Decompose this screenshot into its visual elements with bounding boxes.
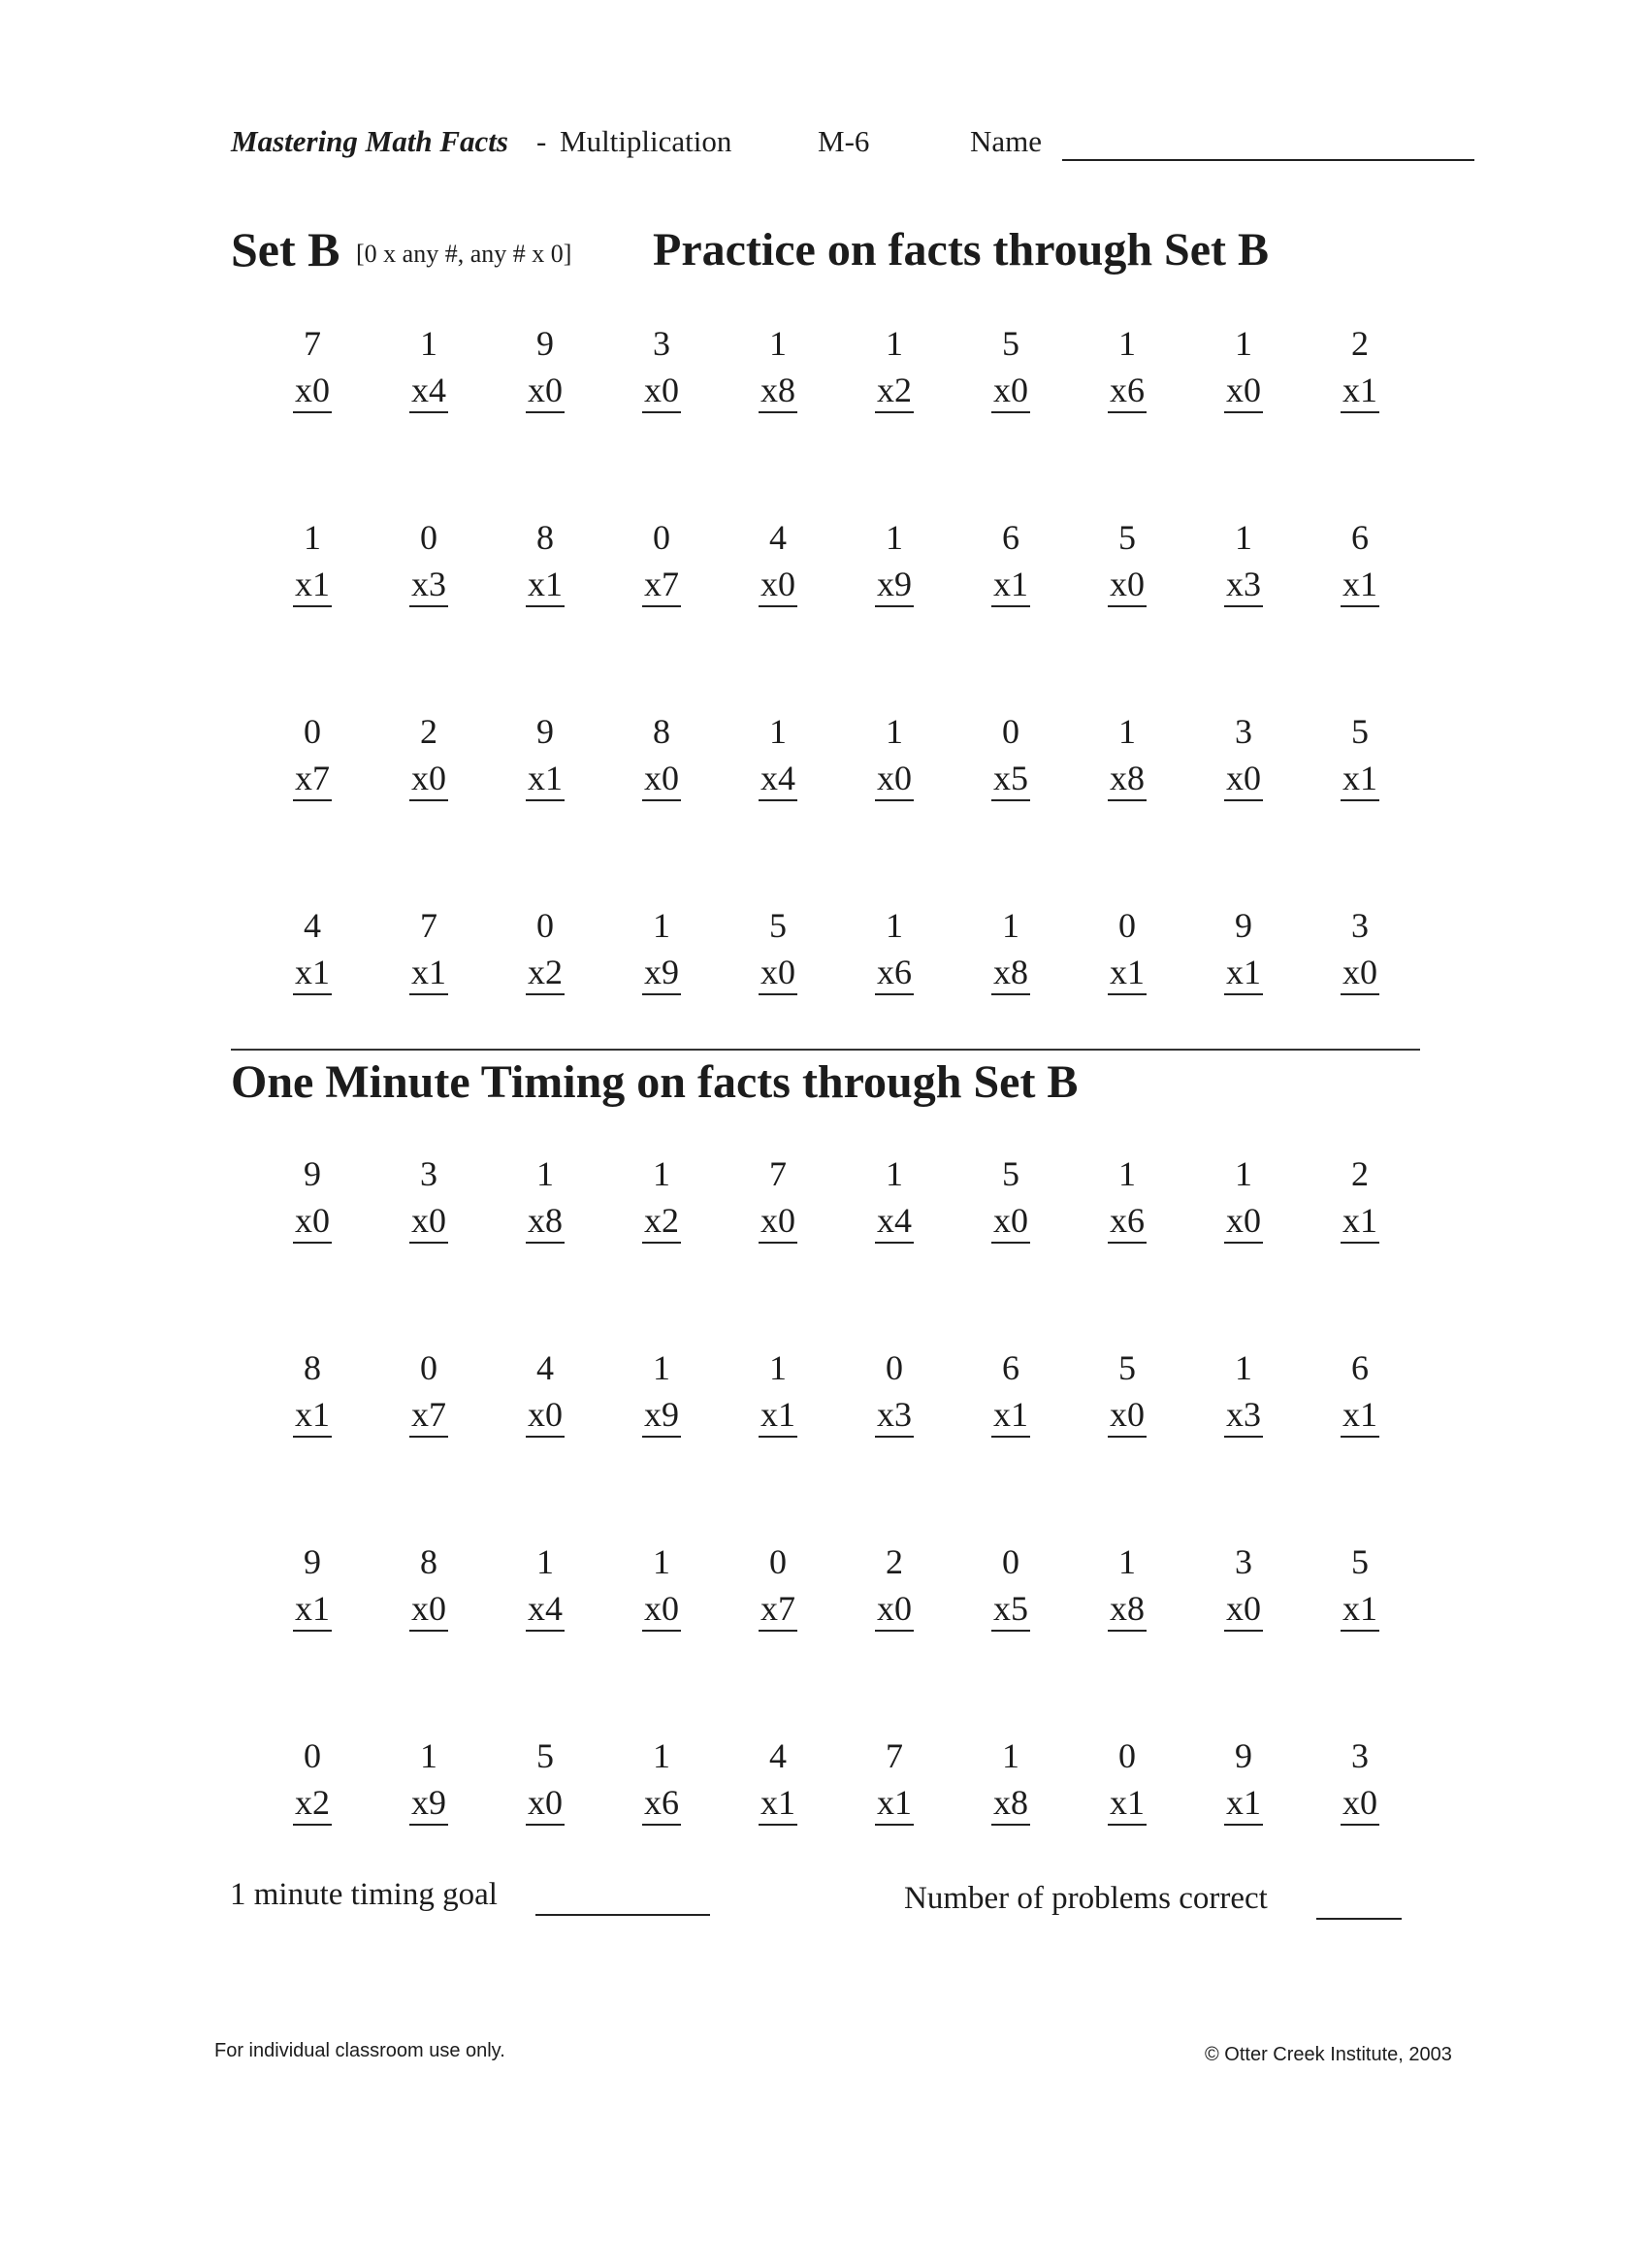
problem-multiplicand: 4	[304, 906, 321, 945]
problem-multiplier: x1	[991, 1393, 1030, 1438]
problem	[1185, 902, 1302, 995]
problem-multiplier: x1	[293, 951, 332, 995]
problem-multiplicand: 1	[1235, 1154, 1252, 1193]
problem-multiplicand: 2	[1351, 324, 1369, 363]
problem-multiplier: x6	[1108, 369, 1147, 413]
problem	[1302, 1539, 1418, 1632]
problem-multiplier: x0	[1108, 1393, 1147, 1438]
problem	[953, 320, 1069, 413]
problem	[603, 1539, 720, 1632]
problem-multiplicand: 6	[1002, 1348, 1019, 1387]
problem-multiplicand: 0	[1002, 1542, 1019, 1581]
problem-multiplier: x9	[409, 1781, 448, 1826]
problem-multiplier: x0	[759, 951, 797, 995]
problem-multiplier: x0	[759, 1199, 797, 1244]
problem	[836, 1733, 953, 1826]
problem-multiplicand: 8	[653, 712, 670, 751]
problem	[487, 708, 603, 801]
problem-multiplicand: 5	[769, 906, 787, 945]
problem-multiplier: x1	[293, 1393, 332, 1438]
timing-goal-blank[interactable]	[535, 1914, 710, 1916]
problem-multiplier: x8	[991, 1781, 1030, 1826]
problem	[254, 708, 371, 801]
problem	[836, 320, 953, 413]
problem-multiplicand: 1	[653, 1154, 670, 1193]
problem-multiplier: x0	[409, 1199, 448, 1244]
problem-multiplicand: 0	[304, 1736, 321, 1775]
problem	[487, 1150, 603, 1244]
problem-multiplier: x2	[875, 369, 914, 413]
problem	[836, 514, 953, 607]
problem	[371, 514, 487, 607]
problem-multiplier: x0	[526, 1781, 565, 1826]
problem	[603, 320, 720, 413]
problem	[953, 1345, 1069, 1438]
problem-multiplier: x1	[1108, 951, 1147, 995]
problem	[1185, 514, 1302, 607]
problem-multiplier: x1	[759, 1781, 797, 1826]
problem	[1069, 1150, 1185, 1244]
problem-multiplier: x1	[991, 563, 1030, 607]
problem-multiplicand: 1	[769, 1348, 787, 1387]
problem-multiplicand: 1	[769, 324, 787, 363]
problem-multiplier: x1	[1341, 1587, 1379, 1632]
problem	[720, 320, 836, 413]
problem	[1302, 1345, 1418, 1438]
problem-multiplicand: 1	[1118, 1542, 1136, 1581]
problem-multiplicand: 1	[420, 324, 437, 363]
problem	[603, 1345, 720, 1438]
problem	[1069, 708, 1185, 801]
problem	[953, 514, 1069, 607]
problem	[953, 902, 1069, 995]
problem-multiplier: x0	[642, 757, 681, 801]
problem-multiplicand: 0	[1002, 712, 1019, 751]
problem-multiplier: x0	[1341, 951, 1379, 995]
problem-multiplicand: 6	[1002, 518, 1019, 557]
problem-multiplicand: 1	[1118, 324, 1136, 363]
problem-multiplicand: 1	[1002, 1736, 1019, 1775]
problem-multiplicand: 1	[653, 1736, 670, 1775]
problem	[1185, 1345, 1302, 1438]
brand-title: Mastering Math Facts	[231, 124, 508, 158]
problem-multiplicand: 6	[1351, 1348, 1369, 1387]
problem-multiplicand: 4	[536, 1348, 554, 1387]
problem	[603, 708, 720, 801]
problem-multiplicand: 0	[420, 1348, 437, 1387]
subject-label: Multiplication	[560, 124, 732, 158]
problem-multiplicand: 4	[769, 518, 787, 557]
problem-multiplicand: 0	[653, 518, 670, 557]
problem-multiplicand: 0	[1118, 1736, 1136, 1775]
problem-multiplier: x0	[1108, 563, 1147, 607]
problem	[1302, 708, 1418, 801]
problem	[487, 1733, 603, 1826]
problem-multiplicand: 0	[886, 1348, 903, 1387]
problem	[487, 514, 603, 607]
problem-multiplicand: 2	[420, 712, 437, 751]
problem-multiplicand: 1	[536, 1542, 554, 1581]
set-rule: [0 x any #, any # x 0]	[356, 240, 572, 268]
problem-multiplier: x3	[409, 563, 448, 607]
problem-multiplicand: 3	[653, 324, 670, 363]
problem-multiplier: x1	[1341, 369, 1379, 413]
problem-multiplier: x0	[875, 1587, 914, 1632]
problem-multiplier: x6	[875, 951, 914, 995]
problem	[836, 902, 953, 995]
problem-multiplier: x8	[1108, 757, 1147, 801]
problem-multiplier: x3	[1224, 563, 1263, 607]
problem-multiplicand: 5	[1118, 518, 1136, 557]
problem-multiplier: x0	[1224, 1199, 1263, 1244]
problem-multiplier: x8	[526, 1199, 565, 1244]
problem-multiplicand: 8	[304, 1348, 321, 1387]
problem-multiplier: x9	[642, 1393, 681, 1438]
problem-multiplicand: 9	[1235, 1736, 1252, 1775]
problem-multiplicand: 3	[1351, 1736, 1369, 1775]
problem	[371, 320, 487, 413]
problem	[254, 320, 371, 413]
problem-multiplicand: 2	[886, 1542, 903, 1581]
problem	[720, 902, 836, 995]
problem	[720, 1345, 836, 1438]
problem-multiplier: x1	[1108, 1781, 1147, 1826]
problem-multiplicand: 8	[420, 1542, 437, 1581]
problem-multiplier: x0	[1341, 1781, 1379, 1826]
problem-multiplicand: 5	[1118, 1348, 1136, 1387]
problem-multiplicand: 9	[1235, 906, 1252, 945]
practice-problem-grid	[254, 320, 1418, 995]
problem-multiplicand: 1	[653, 1542, 670, 1581]
problem	[371, 1733, 487, 1826]
problem-multiplicand: 1	[1118, 712, 1136, 751]
name-blank-line[interactable]	[1062, 159, 1474, 161]
problem-multiplicand: 1	[653, 906, 670, 945]
problem-multiplier: x9	[875, 563, 914, 607]
problem-multiplier: x0	[1224, 369, 1263, 413]
problem	[254, 902, 371, 995]
problem-multiplier: x0	[526, 369, 565, 413]
problem	[1069, 320, 1185, 413]
problem	[953, 708, 1069, 801]
problem	[953, 1733, 1069, 1826]
header-separator: -	[536, 124, 547, 158]
problem-multiplicand: 0	[536, 906, 554, 945]
problem	[371, 902, 487, 995]
problem	[1069, 902, 1185, 995]
problem	[1185, 320, 1302, 413]
problem-multiplier: x0	[1224, 757, 1263, 801]
problem	[371, 708, 487, 801]
problem-multiplier: x0	[875, 757, 914, 801]
problem-multiplier: x7	[293, 757, 332, 801]
problem-multiplier: x8	[759, 369, 797, 413]
problem-multiplicand: 1	[886, 906, 903, 945]
problem-multiplicand: 1	[769, 712, 787, 751]
problem-multiplicand: 5	[1351, 1542, 1369, 1581]
problem	[953, 1150, 1069, 1244]
problem-multiplier: x9	[642, 951, 681, 995]
problem-multiplier: x0	[642, 369, 681, 413]
problem	[1069, 1539, 1185, 1632]
problem	[603, 1733, 720, 1826]
practice-title: Practice on facts through Set B	[653, 224, 1270, 275]
problem-multiplier: x0	[991, 369, 1030, 413]
problem	[720, 708, 836, 801]
problem-multiplicand: 1	[304, 518, 321, 557]
problem-multiplier: x1	[1224, 1781, 1263, 1826]
problem	[836, 708, 953, 801]
problem-multiplier: x0	[642, 1587, 681, 1632]
problem-multiplicand: 0	[1118, 906, 1136, 945]
problem	[1069, 1345, 1185, 1438]
problem-multiplier: x0	[991, 1199, 1030, 1244]
problem	[603, 1150, 720, 1244]
problem-multiplier: x1	[1224, 951, 1263, 995]
problem-multiplier: x2	[642, 1199, 681, 1244]
problem	[1185, 1150, 1302, 1244]
problem-multiplier: x7	[409, 1393, 448, 1438]
problem-multiplier: x6	[1108, 1199, 1147, 1244]
problem	[487, 1345, 603, 1438]
problem-multiplicand: 9	[304, 1154, 321, 1193]
problem	[371, 1345, 487, 1438]
problem-multiplicand: 1	[886, 1154, 903, 1193]
problem-multiplicand: 1	[886, 712, 903, 751]
problem	[254, 1733, 371, 1826]
problem-multiplier: x0	[293, 369, 332, 413]
problem-multiplicand: 1	[886, 518, 903, 557]
problem-multiplicand: 8	[536, 518, 554, 557]
problem	[1302, 902, 1418, 995]
problem	[1302, 514, 1418, 607]
problem-multiplier: x1	[293, 1587, 332, 1632]
timing-problem-grid	[254, 1150, 1418, 1826]
problem-multiplicand: 7	[304, 324, 321, 363]
problem	[1069, 514, 1185, 607]
problem	[371, 1539, 487, 1632]
problem-multiplier: x1	[526, 563, 565, 607]
problem	[603, 902, 720, 995]
problem	[487, 1539, 603, 1632]
problem	[1302, 1150, 1418, 1244]
problem	[371, 1150, 487, 1244]
problem-multiplicand: 1	[1002, 906, 1019, 945]
problem-multiplier: x8	[991, 951, 1030, 995]
timing-title: One Minute Timing on facts through Set B	[231, 1056, 1079, 1108]
problem-multiplicand: 3	[1235, 712, 1252, 751]
problem	[836, 1345, 953, 1438]
problem-multiplier: x5	[991, 1587, 1030, 1632]
problem	[1185, 1733, 1302, 1826]
problem-multiplicand: 0	[304, 712, 321, 751]
problem-multiplicand: 1	[886, 324, 903, 363]
problem-multiplicand: 1	[1118, 1154, 1136, 1193]
problem	[720, 1150, 836, 1244]
problem-multiplicand: 3	[420, 1154, 437, 1193]
problem	[1069, 1733, 1185, 1826]
problem	[953, 1539, 1069, 1632]
problem	[836, 1150, 953, 1244]
problem-multiplier: x5	[991, 757, 1030, 801]
problem	[254, 1539, 371, 1632]
problem-multiplier: x4	[526, 1587, 565, 1632]
problem-multiplicand: 0	[420, 518, 437, 557]
problem	[254, 1150, 371, 1244]
problems-correct-label: Number of problems correct	[904, 1881, 1268, 1916]
problem-multiplier: x4	[409, 369, 448, 413]
problem	[1185, 1539, 1302, 1632]
problem	[720, 1539, 836, 1632]
problem-multiplier: x1	[875, 1781, 914, 1826]
problem-multiplicand: 1	[1235, 518, 1252, 557]
problem-multiplicand: 6	[1351, 518, 1369, 557]
problem-multiplier: x2	[526, 951, 565, 995]
problem-multiplicand: 7	[420, 906, 437, 945]
problem	[1302, 1733, 1418, 1826]
problem	[1185, 708, 1302, 801]
problem-multiplier: x0	[409, 757, 448, 801]
problem-multiplicand: 1	[536, 1154, 554, 1193]
problem-multiplicand: 1	[653, 1348, 670, 1387]
section-divider	[231, 1049, 1420, 1051]
usage-note: For individual classroom use only.	[214, 2040, 505, 2061]
problem	[720, 514, 836, 607]
problem-multiplier: x0	[1224, 1587, 1263, 1632]
problem-multiplicand: 2	[1351, 1154, 1369, 1193]
worksheet-code: M-6	[818, 124, 870, 158]
problem-multiplicand: 1	[420, 1736, 437, 1775]
timing-goal-label: 1 minute timing goal	[230, 1877, 498, 1912]
problem-multiplicand: 9	[536, 324, 554, 363]
problem-multiplier: x0	[526, 1393, 565, 1438]
problem-multiplier: x1	[759, 1393, 797, 1438]
problem-multiplier: x3	[1224, 1393, 1263, 1438]
problem-multiplicand: 9	[536, 712, 554, 751]
problem-multiplier: x0	[759, 563, 797, 607]
problem-multiplier: x7	[759, 1587, 797, 1632]
problem-multiplier: x1	[1341, 757, 1379, 801]
problem-multiplicand: 7	[769, 1154, 787, 1193]
problem-multiplicand: 4	[769, 1736, 787, 1775]
problem	[720, 1733, 836, 1826]
problem-multiplicand: 0	[769, 1542, 787, 1581]
problem-multiplicand: 3	[1235, 1542, 1252, 1581]
problem-multiplier: x2	[293, 1781, 332, 1826]
problem	[254, 1345, 371, 1438]
problem-multiplier: x0	[293, 1199, 332, 1244]
problem-multiplier: x1	[526, 757, 565, 801]
problem-multiplier: x8	[1108, 1587, 1147, 1632]
problem-multiplier: x0	[409, 1587, 448, 1632]
problem-multiplier: x4	[759, 757, 797, 801]
problem-multiplicand: 7	[886, 1736, 903, 1775]
problem-multiplier: x1	[1341, 1199, 1379, 1244]
problem	[603, 514, 720, 607]
set-label: Set B	[231, 222, 340, 276]
problem	[254, 514, 371, 607]
problem-multiplicand: 5	[536, 1736, 554, 1775]
problem-multiplier: x1	[1341, 1393, 1379, 1438]
problem-multiplicand: 5	[1002, 324, 1019, 363]
problem-multiplicand: 1	[1235, 324, 1252, 363]
problem-multiplier: x1	[293, 563, 332, 607]
problem-multiplier: x1	[1341, 563, 1379, 607]
problem-multiplicand: 5	[1351, 712, 1369, 751]
problem-multiplier: x7	[642, 563, 681, 607]
problem-multiplier: x3	[875, 1393, 914, 1438]
problem	[1302, 320, 1418, 413]
problem	[487, 320, 603, 413]
problem-multiplicand: 3	[1351, 906, 1369, 945]
problem-multiplicand: 5	[1002, 1154, 1019, 1193]
problem-multiplier: x6	[642, 1781, 681, 1826]
problem	[487, 902, 603, 995]
problems-correct-blank[interactable]	[1316, 1918, 1402, 1920]
problem-multiplicand: 9	[304, 1542, 321, 1581]
name-label: Name	[970, 124, 1043, 158]
problem-multiplier: x1	[409, 951, 448, 995]
problem-multiplicand: 1	[1235, 1348, 1252, 1387]
copyright-notice: © Otter Creek Institute, 2003	[1205, 2044, 1452, 2065]
problem	[836, 1539, 953, 1632]
problem-multiplier: x4	[875, 1199, 914, 1244]
